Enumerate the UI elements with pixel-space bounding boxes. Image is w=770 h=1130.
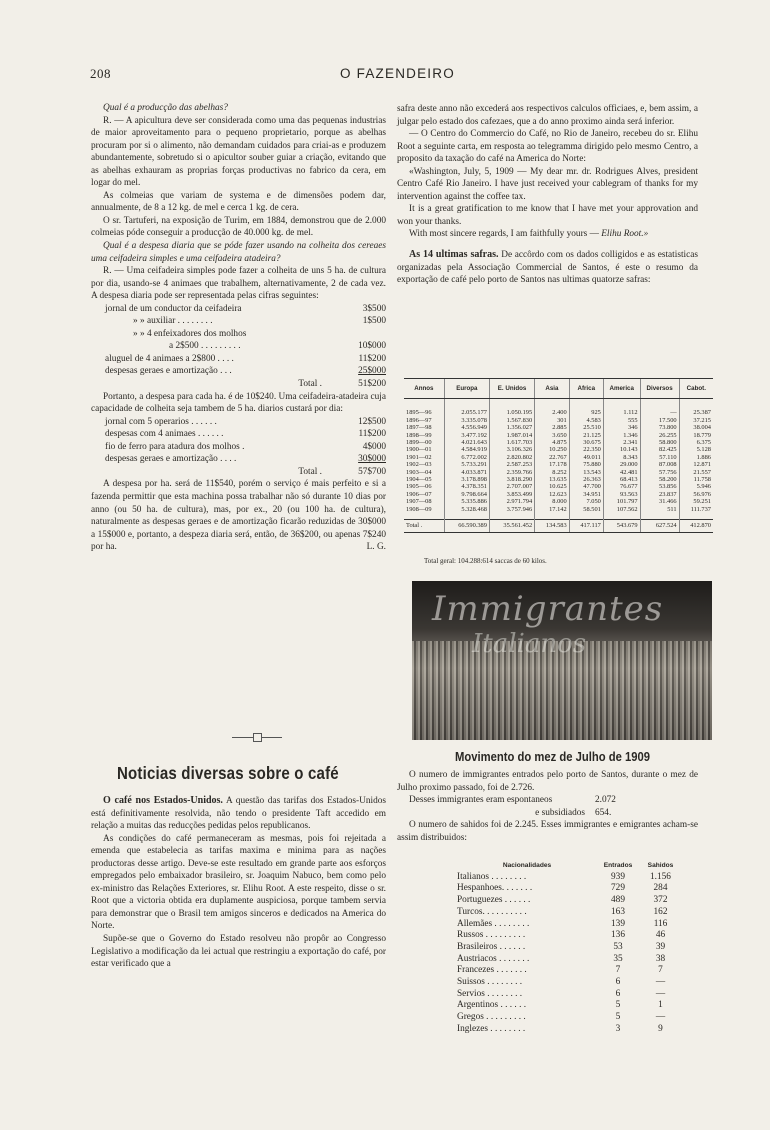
split-value: 2.072 [595,795,616,806]
table-cell: 76.677 [603,483,640,490]
nationality-name: Austriacos . . . . . . . [457,953,530,964]
list-item [457,895,682,907]
table-cell: 8.343 [603,454,640,461]
photo-caption-script: Italianos [472,629,587,659]
nationality-name: Suissos . . . . . . . . [457,977,523,988]
table-cell: 11.758 [679,476,713,483]
nationality-table [457,860,682,1036]
table-cell: 18.779 [679,432,713,439]
total-cell: 417.117 [569,520,603,532]
table-cell: 1.112 [603,409,640,416]
table-cell: 3.106.326 [489,446,534,453]
table-cell: 93.563 [603,491,640,498]
letter-paragraph: «Washington, July, 5, 1909 — My dear mr. dr. Rodrigues Alves, president Centro Café Rio Janeiro. I have just received your cablegram of thanks for my intervention against the coffee tax. [397,166,698,202]
table-cell: 2.341 [603,439,640,446]
table-cell: 75.880 [569,461,603,468]
column-header: Nacionalidades [502,862,552,869]
table-year-cell: 1907—08 [406,498,432,506]
table-cell: 3.853.499 [489,491,534,498]
paragraph: — O Centro do Commercio do Café, no Rio de Janeiro, recebeu do sr. Elihu Root a seguinte carta, em resposta ao telegramma dirigido pelo mesmo Centro, a proposito da taxação do café na America do Norte: [397,129,698,165]
export-table [404,378,713,533]
table-cell: 53.856 [640,483,679,490]
sahidos-value: — [655,977,666,988]
table-cell: 73.800 [640,424,679,431]
table-cell: 29.000 [603,461,640,468]
table-cell: 1.356.027 [489,424,534,431]
table-year-cell: 1897—98 [406,424,432,432]
table-cell: 37.215 [679,417,713,424]
table-cell: 301 [535,417,570,424]
table-gap-row [404,399,713,410]
table-cell: 7.050 [569,498,603,505]
sahidos-value: 116 [653,918,668,929]
question-bees: Qual é a producção das abelhas? [103,103,228,113]
table-cell: — [640,409,679,416]
table-cell: 57.110 [640,454,679,461]
answer-label: R. [103,266,112,277]
paragraph: Portanto, a despesa para cada ha. é de 10$240. Uma ceifadeira-atadeira cuja capacidade de colheita seja tambem de 5 ha. diarios custará por dia: [91,391,386,415]
table-cell: 3.477.192 [444,432,489,439]
ledger-label: despesas geraes e amortização . . . . [105,454,237,465]
table-row [404,483,713,490]
split-label: Desses immigrantes eram espontaneos [409,795,553,806]
table-cell: 2.885 [535,424,570,431]
table-cell: 17.142 [535,506,570,513]
noticias-column [91,795,386,971]
table-cell: 13.543 [569,469,603,476]
sahidos-value: 39 [655,941,666,952]
paragraph: As condições do café permaneceram as mesmas, pois foi rejeitada a emenda que estabelecia as tarifas maxima e minima para as nações productoras desse artigo. Deve-se este resultado em grande parte aos esforços empregados pelo embaixador brasileiro, sr. Joaquim Nabuco, bem como pelo ex-ministro das Relações Exteriores, sr. Elihu Root. A este respeito, disse o sr. Root que a victoria obtida era duplamente auspiciosa, porque tambem servia para demonstrar que o Brasil tem amigos sinceros e dedicados na America do Norte. [91,833,386,932]
paragraph: O sr. Tartuferi, na exposição de Turim, em 1884, demonstrou que de 2.000 colmeias póde conseguir a producção de 40.000 kg. de mel. [91,215,386,239]
table-cell: 8.000 [535,498,570,505]
table-year-cell: 1898—99 [406,431,432,439]
signature: L. G. [366,542,386,553]
paragraph [397,249,698,287]
table-cell: 2.971.794 [489,498,534,505]
column-header: Africa [569,379,603,399]
table-cell: 25.387 [679,409,713,416]
entrados-value: 7 [615,965,621,976]
ledger-value: 4$000 [362,441,386,452]
paragraph-text: A despesa por ha. será de 11$540, porém o serviço é mais perfeito e si a fazenda permittir que esta machina possa trabalhar não só durante 10 dias por anno (ou 50 ha. de cultura), mas, por ex., 20 (ou 100 ha. de cultura), naturalmente as despesas geraes e de amortização ficarão reduzidas de 30$000 a 15$000 e, portanto, a despeza diaria será, então, de 36$200, ou apenas 7$240 por ha. [91,479,386,553]
table-year-cell: 1904—05 [406,476,432,484]
total-cell: 543.679 [603,520,640,532]
list-item [457,965,682,977]
nationality-body [457,872,682,1036]
entrados-value: 939 [611,871,625,882]
ledger-label: aluguel de 4 animaes a 2$800 . . . . [105,353,234,364]
sahidos-value: 162 [653,906,668,917]
separator-ornament [253,733,262,742]
table-cell: 101.797 [603,498,640,505]
table-cell: 21.125 [569,432,603,439]
nationality-header [457,860,682,872]
table-row [404,446,713,453]
list-item [457,872,682,884]
paragraph-text: With most sincere regards, I am faithfully yours — [409,229,602,240]
sahidos-value: 38 [655,953,666,964]
table-cell: 107.562 [603,506,640,513]
ledger-label: fio de ferro para atadura dos molhos . [105,441,245,452]
table-row [404,498,713,505]
sahidos-value: — [655,988,666,999]
total-cell: 412.870 [679,520,713,532]
table-cell: 1.050.195 [489,409,534,416]
table-cell: 5.328.468 [444,506,489,513]
table-cell: 58.200 [640,476,679,483]
table-year-cell: 1903—04 [406,468,432,476]
letter-paragraph: It is a great gratification to me know that I have met your approvation and won your thanks. [397,204,698,227]
table-cell: 4.583 [569,417,603,424]
sahidos-value: 46 [655,930,666,941]
table-cell: 2.820.802 [489,454,534,461]
ledger-label: despesas geraes e amortização . . . [105,366,232,377]
table-cell: 2.359.766 [489,469,534,476]
photo-caption-script: Immigrantes [432,589,664,629]
list-item [457,1024,682,1036]
ledger-value: 30$000 [358,454,386,465]
immigrant-split [397,794,698,819]
table-cell: 2.400 [535,409,570,416]
table-cell: 68.413 [603,476,640,483]
sahidos-value: 1.156 [650,871,671,882]
list-item [457,942,682,954]
paragraph [91,795,386,833]
split-value: 654. [595,807,612,818]
list-item [457,930,682,942]
ledger-value: 1$500 [362,316,386,327]
table-cell: 59.251 [679,498,713,505]
total-geral: Total geral: 104.288:614 saccas de 60 kilos. [424,557,547,565]
table-row [404,432,713,439]
table-year-cell: 1902—03 [406,461,432,469]
ledger-label: jornal de um conductor da ceifadeira [105,303,242,314]
table-row [404,409,713,416]
sahidos-value: 9 [658,1023,663,1034]
table-cell: 5.335.886 [444,498,489,505]
paragraph: O numero de immigrantes entrados pelo porto de Santos, durante o mez de Julho proximo passado, foi de 2.726. [397,770,698,793]
paragraph: O numero de sahidos foi de 2.245. Esses immigrantes e emigrantes acham-se assim distribuidos: [397,820,698,843]
table-row [404,461,713,468]
table-cell: 17.500 [640,417,679,424]
table-cell: 2.587.253 [489,461,534,468]
sahidos-value: — [655,1012,666,1023]
list-item [457,977,682,989]
paragraph-text: De accôrdo com os dados colligidos e as estatisticas organizadas pela Associação Commercial de Santos, é este o resumo da exportação de café pelo porto de Santos nas ultimas quatorze safras: [397,250,698,286]
table-cell: 34.951 [569,491,603,498]
entrados-value: 5 [615,1012,621,1023]
left-column [91,102,386,554]
entrados-value: 6 [615,988,621,999]
table-cell: 4.033.871 [444,469,489,476]
table-cell: 5.128 [679,446,713,453]
table-cell: 4.021.643 [444,439,489,446]
answer-label: R. [103,115,112,126]
movimento-column [397,769,698,844]
entrados-value: 163 [611,906,625,917]
movimento-title: Movimento do mez de Julho de 1909 [455,750,651,764]
subheading: O café nos Estados-Unidos. [103,795,223,806]
table-cell: 47.700 [569,483,603,490]
table-row [404,454,713,461]
answer-text: — A apicultura deve ser considerada como uma das pequenas industrias de maior aproveitamento para o pequeno proprietario, porque as abelhas procuram por si o alimento, não demandam cuidados para criai-as e produzem abundantemente, sobretudo si o apicultor souber guiar a criação, evitando que as abelhas exhauram as proprias forças productivas no fabrico da cera, em logar do mel. [91,115,386,189]
table-row [404,476,713,483]
table-row [404,417,713,424]
table-cell: 49.011 [569,454,603,461]
nationality-name: Gregos . . . . . . . . . [457,1012,526,1023]
table-cell: 2.707.007 [489,483,534,490]
column-header: Europa [444,379,489,399]
ledger-label: jornal com 5 operarios . . . . . . [105,416,217,427]
entrados-value: 136 [611,930,625,941]
total-cell: 627.524 [640,520,679,532]
list-item [457,1000,682,1012]
table-cell: 3.178.898 [444,476,489,483]
paragraph: As colmeias que variam de systema e de dimensões podem dar, annualmente, de 8 a 12 kg. de mel e cerca 1 kg. de cera. [91,190,386,214]
nationality-name: Argentinos . . . . . . [457,1000,527,1011]
table-year-cell: 1908—09 [406,505,432,513]
table-cell: 57.756 [640,469,679,476]
table-cell: 3.650 [535,432,570,439]
total-cell: 35.561.452 [489,520,534,532]
cost-ledger-2 [105,416,386,479]
table-cell: 10.250 [535,446,570,453]
table-cell: 1.617.703 [489,439,534,446]
table-cell: 26.255 [640,432,679,439]
entrados-value: 3 [615,1023,621,1034]
table-cell: 4.875 [535,439,570,446]
nationality-name: Inglezes . . . . . . . . [457,1023,526,1034]
ledger-value: 11$200 [358,429,386,440]
nationality-name: Hespanhoes. . . . . . . [457,883,533,894]
table-cell: 9.798.664 [444,491,489,498]
nationality-name: Servios . . . . . . . . [457,988,523,999]
ledger-value [328,328,386,341]
table-row [404,424,713,431]
table-cell: 22.767 [535,454,570,461]
table-cell: 5.946 [679,483,713,490]
table-cell: 6.772.002 [444,454,489,461]
answer-bees [91,115,386,190]
table-cell: 31.466 [640,498,679,505]
nationality-name: Brasileiros . . . . . . [457,941,526,952]
table-row [404,469,713,476]
table-cell: 10.625 [535,483,570,490]
list-item [457,883,682,895]
list-item [457,1012,682,1024]
table-cell: 1.987.014 [489,432,534,439]
split-label: e subsidiados [535,807,585,818]
table-cell: 1.346 [603,432,640,439]
table-cell: 1.567.830 [489,417,534,424]
column-header: Entrados [603,862,633,869]
entrados-value: 489 [611,895,625,906]
table-year-cell: 1900—01 [406,446,432,454]
table-cell: 3.335.078 [444,417,489,424]
question-harvester: Qual é a despesa diaria que se póde fazer usando na colheita dos cereaes uma ceifadeira simples e uma ceifadeira atadeira? [91,241,386,264]
ledger-total-label: Total . [298,466,322,477]
nationality-name: Allemães . . . . . . . . [457,918,530,929]
table-cell: 3.757.946 [489,506,534,513]
sahidos-value: 372 [653,895,668,906]
page-number: 208 [90,66,111,81]
column-header: Cabot. [679,379,713,399]
export-table-body [404,399,713,532]
table-year-cell: 1905—06 [406,483,432,491]
table-cell: 21.557 [679,469,713,476]
entrados-value: 35 [613,953,623,964]
table-cell: 38.004 [679,424,713,431]
ledger-value: 3$500 [362,303,386,314]
entrados-value: 729 [611,883,625,894]
table-cell: 4.584.919 [444,446,489,453]
table-header-row [404,379,713,399]
nationality-name: Francezes . . . . . . . [457,965,527,976]
table-row [404,491,713,498]
table-cell: 42.481 [603,469,640,476]
ledger-value: 25$000 [358,366,386,377]
ledger-total-label: Total . [298,379,322,390]
entrados-value: 139 [611,918,625,929]
table-year-cell: 1901—02 [406,453,432,461]
ledger-label: despesas com 4 animaes . . . . . . [105,429,224,440]
table-total-row [404,520,713,532]
table-cell: 8.252 [535,469,570,476]
table-cell: 6.375 [679,439,713,446]
column-header: America [603,379,640,399]
table-cell: 3.818.290 [489,476,534,483]
paragraph [91,478,386,553]
letter-signature: Elihu Root.» [601,229,649,240]
list-item [457,989,682,1001]
list-item [457,907,682,919]
total-cell: 66.590.389 [444,520,489,532]
list-item [457,954,682,966]
table-cell: 58.800 [640,439,679,446]
table-year-cell: 1895—96 [406,409,432,417]
ledger-total-value: 51$200 [358,379,386,390]
table-cell: 25.510 [569,424,603,431]
nationality-name: Portuguezes . . . . . . [457,895,531,906]
table-cell: 12.623 [535,491,570,498]
table-cell: 58.501 [569,506,603,513]
table-cell: 4.556.949 [444,424,489,431]
table-cell: 111.737 [679,506,713,513]
column-header: Diversos [640,379,679,399]
answer-text: — Uma ceifadeira simples pode fazer a colheita de uns 5 ha. de cultura por dia, usando-se 4 animaes que trabalhem, alternativamente, 2 de cada vez. A despesa diaria pode ser representada pelas cifras seguintes: [91,266,386,302]
table-cell: 925 [569,409,603,416]
sahidos-value: 1 [658,1000,663,1011]
table-cell: 10.143 [603,446,640,453]
immigrants-photo [412,581,712,740]
column-header: Asia [535,379,570,399]
table-cell: 12.871 [679,461,713,468]
table-cell: 5.733.291 [444,461,489,468]
table-cell: 87.008 [640,461,679,468]
table-cell: 555 [603,417,640,424]
cost-ledger-1 [105,303,386,391]
entrados-value: 53 [613,941,623,952]
table-row [404,506,713,513]
total-cell: 134.583 [535,520,570,532]
journal-title: O FAZENDEIRO [340,66,455,81]
table-cell: 22.350 [569,446,603,453]
table-cell: 13.635 [535,476,570,483]
column-header: E. Unidos [489,379,534,399]
table-cell: 2.055.177 [444,409,489,416]
ledger-value: 11$200 [358,353,386,364]
table-cell: 26.363 [569,476,603,483]
ledger-value: 10$000 [358,341,386,352]
table-cell: 17.178 [535,461,570,468]
entrados-value: 5 [615,1000,621,1011]
table-cell: 56.976 [679,491,713,498]
paragraph: safra deste anno não excederá aos respectivos calculos officiaes, e, bem assim, a julgar pelo estado dos cafezaes, que a do anno proximo ainda será inferior. [397,104,698,127]
table-cell: 4.378.351 [444,483,489,490]
ledger-value: 12$500 [358,416,386,427]
total-label-cell: Total . [404,520,444,532]
table-cell: 30.675 [569,439,603,446]
entrados-value: 6 [615,977,621,988]
paragraph-text: A questão das tarifas dos Estados-Unidos está definitivamente resolvida, não tendo o presidente Taft accedido em relação a muitas das reducções pedidas pelos republicanos. [91,796,386,832]
nationality-name: Russos . . . . . . . . . [457,930,526,941]
ledger-total-value: 57$700 [358,466,386,477]
table-cell: 511 [640,506,679,513]
ledger-label: » » auxiliar . . . . . . . . [133,316,213,327]
answer-harvester [91,265,386,303]
table-cell: 23.837 [640,491,679,498]
table-year-cell: 1896—97 [406,416,432,424]
ledger-label: a 2$500 . . . . . . . . . [169,341,241,352]
table-year-cell: 1906—07 [406,490,432,498]
sahidos-value: 7 [658,965,663,976]
column-header: Annos [404,379,444,399]
section-title: Noticias diversas sobre o café [117,763,339,783]
right-column [397,103,698,287]
nationality-name: Turcos. . . . . . . . . . [457,906,527,917]
table-cell: 82.425 [640,446,679,453]
nationality-name: Italianos . . . . . . . . [457,871,527,882]
table-year-cell: 1899—00 [406,439,432,447]
sahidos-value: 284 [653,883,668,894]
list-item [457,919,682,931]
table-cell: 346 [603,424,640,431]
paragraph: Supõe-se que o Governo do Estado resolveu não propôr ao Congresso Legislativo a modificação da lei actual que restringiu a exportação do café, por estar verificado que a [91,934,386,970]
table-cell: 1.886 [679,454,713,461]
ledger-label: » » 4 enfeixadores dos molhos [133,328,247,339]
column-header: Sahidos [647,862,674,869]
table-row [404,439,713,446]
letter-paragraph [397,228,698,241]
subheading: As 14 ultimas safras. [409,249,499,261]
